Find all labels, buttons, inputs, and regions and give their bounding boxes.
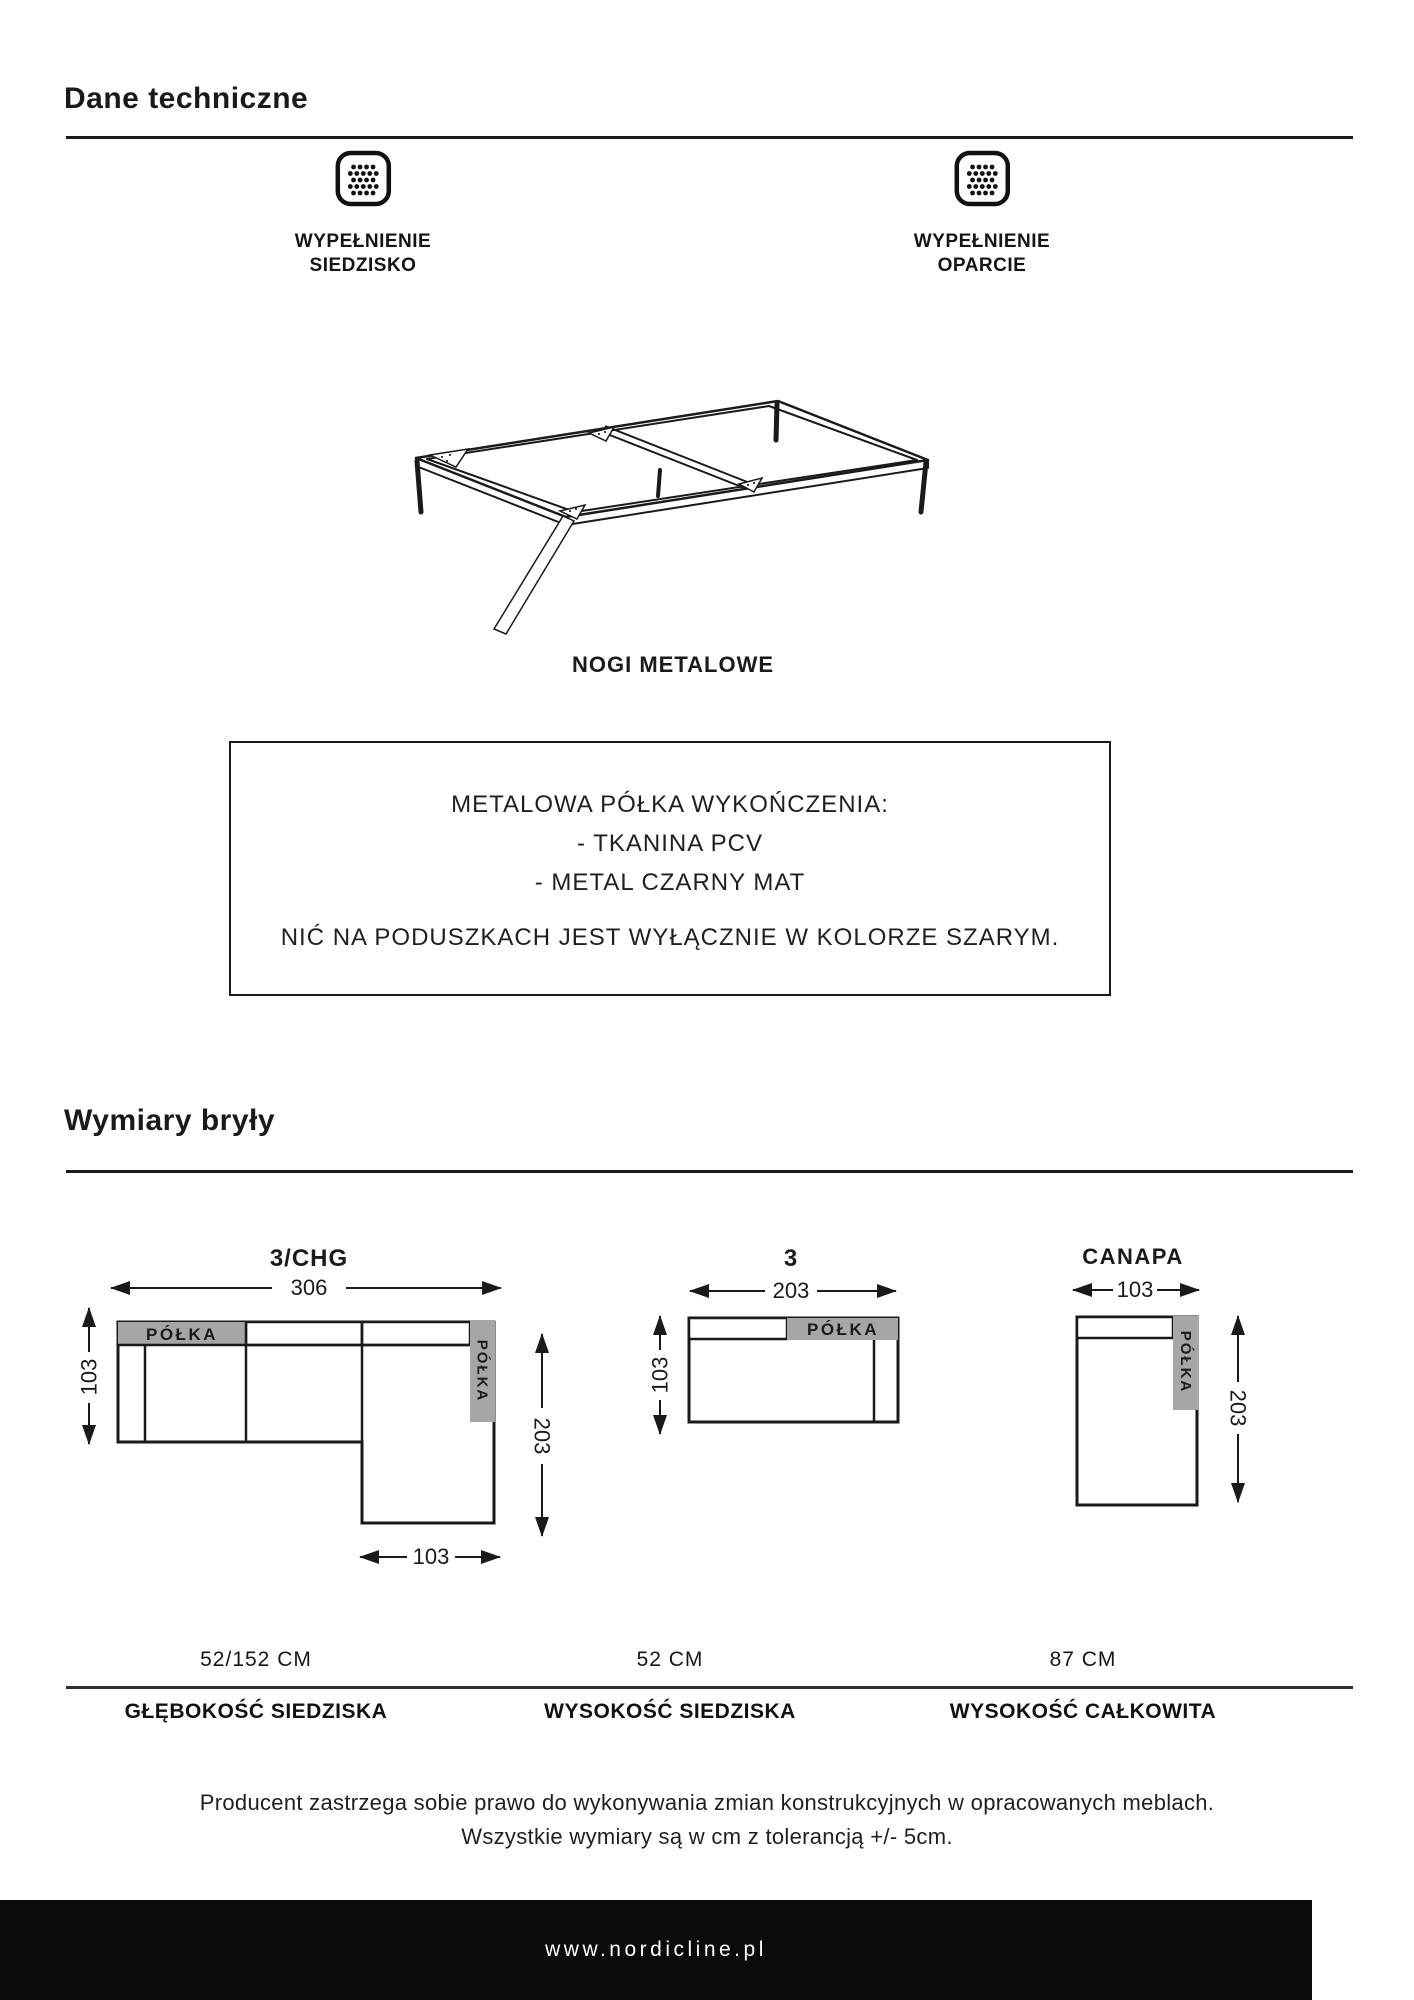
seat-filling-label (295, 230, 431, 278)
dim-width: 103 (1116, 1277, 1154, 1302)
frame-front-leg (494, 516, 574, 634)
seat-filling-label-line1: WYPEŁNIENIE (294, 231, 432, 252)
dim-total-width: 306 (290, 1275, 328, 1300)
dots-pattern (348, 165, 379, 196)
shelf-label-vertical: PÓŁKA (1177, 1330, 1194, 1394)
back-filling-label (914, 230, 1050, 278)
diagram-3 (648, 1245, 899, 1434)
info-box-note: NIĆ NA PODUSZKACH JEST WYŁĄCZNIE W KOLORZE SZARYM. (280, 924, 1060, 951)
frame-leg (658, 470, 660, 496)
measurements-separator (66, 1686, 1353, 1689)
website-url: www.nordicline.pl (545, 1938, 767, 1961)
seat-filling-label-line2: SIEDZISKO (309, 255, 417, 276)
diagram-3chg (77, 1245, 555, 1569)
dim-total-depth: 203 (529, 1417, 555, 1455)
shelf-label: PÓŁKA (807, 1320, 879, 1339)
section-title-wymiary-bryly: Wymiary bryły (64, 1104, 276, 1137)
dim-depth: 103 (76, 1358, 102, 1396)
dots-pattern (967, 165, 998, 196)
measurement-label: WYSOKOŚĆ SIEDZISKA (544, 1700, 796, 1723)
measurement-label: GŁĘBOKOŚĆ SIEDZISKA (124, 1700, 388, 1723)
foam-filling-icon (335, 150, 392, 207)
disclaimer-line1: Producent zastrzega sobie prawo do wykonywania zmian konstrukcyjnych w opracowanych meblach. (199, 1790, 1215, 1815)
section-title-dane-techniczne: Dane techniczne (64, 82, 309, 115)
diagram-canapa (1073, 1244, 1251, 1505)
metal-frame-drawing (400, 388, 940, 648)
frame-caption: NOGI METALOWE (571, 652, 775, 677)
diagram-title: 3/CHG (269, 1245, 349, 1272)
back-filling-block (914, 150, 1050, 278)
info-box-item: - TKANINA PCV (577, 830, 763, 857)
frame-leg (776, 404, 777, 440)
measurement-value: 87 CM (1049, 1648, 1117, 1671)
shelf-label: PÓŁKA (146, 1325, 218, 1344)
dim-depth: 103 (647, 1356, 673, 1394)
back-filling-label-line1: WYPEŁNIENIE (913, 231, 1051, 252)
info-box-item: - METAL CZARNY MAT (534, 869, 806, 896)
finish-info-box (229, 741, 1111, 996)
diagram-title: 3 (783, 1245, 799, 1272)
footer-bar (0, 1900, 1312, 2000)
measurement-value: 52/152 CM (200, 1648, 312, 1671)
measurement-value: 52 CM (636, 1648, 704, 1671)
dim-depth: 203 (1225, 1389, 1251, 1427)
diagram-title: CANAPA (1082, 1244, 1184, 1269)
foam-filling-icon (954, 150, 1011, 207)
shelf-label-vertical: PÓŁKA (473, 1339, 491, 1403)
dim-chaise-width: 103 (412, 1544, 450, 1569)
info-box-title: METALOWA PÓŁKA WYKOŃCZENIA: (451, 791, 889, 818)
header-rule-dimensions (66, 1170, 1353, 1173)
dim-width: 203 (772, 1278, 810, 1303)
dimension-diagrams (0, 1230, 1414, 1610)
back-filling-label-line2: OPARCIE (937, 255, 1027, 276)
seat-filling-block (295, 150, 431, 278)
header-rule-top (66, 136, 1353, 139)
disclaimer-line2: Wszystkie wymiary są w cm z tolerancją +/- 5cm. (461, 1824, 953, 1849)
measurement-label: WYSOKOŚĆ CAŁKOWITA (949, 1700, 1217, 1723)
